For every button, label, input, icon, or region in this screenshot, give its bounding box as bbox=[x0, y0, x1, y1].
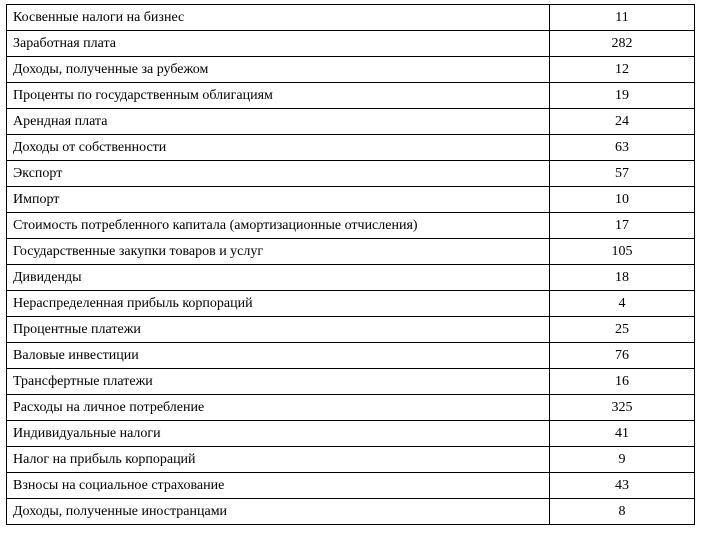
row-label: Доходы, полученные иностранцами bbox=[7, 499, 550, 525]
table-row bbox=[7, 31, 695, 57]
table-row bbox=[7, 161, 695, 187]
row-label: Доходы от собственности bbox=[7, 135, 550, 161]
row-label: Дивиденды bbox=[7, 265, 550, 291]
row-label: Нераспределенная прибыль корпораций bbox=[7, 291, 550, 317]
row-label: Арендная плата bbox=[7, 109, 550, 135]
table-row bbox=[7, 395, 695, 421]
table-row bbox=[7, 473, 695, 499]
row-value: 11 bbox=[550, 5, 695, 31]
row-label: Расходы на личное потребление bbox=[7, 395, 550, 421]
table-row bbox=[7, 447, 695, 473]
table-row bbox=[7, 135, 695, 161]
row-value: 43 bbox=[550, 473, 695, 499]
row-label: Импорт bbox=[7, 187, 550, 213]
table-row bbox=[7, 83, 695, 109]
table-row bbox=[7, 291, 695, 317]
table-row bbox=[7, 213, 695, 239]
row-value: 9 bbox=[550, 447, 695, 473]
row-value: 76 bbox=[550, 343, 695, 369]
row-value: 105 bbox=[550, 239, 695, 265]
row-label: Государственные закупки товаров и услуг bbox=[7, 239, 550, 265]
row-value: 24 bbox=[550, 109, 695, 135]
table-row bbox=[7, 239, 695, 265]
economic-indicators-table bbox=[6, 4, 695, 525]
table-row bbox=[7, 5, 695, 31]
row-value: 19 bbox=[550, 83, 695, 109]
row-label: Трансфертные платежи bbox=[7, 369, 550, 395]
row-value: 63 bbox=[550, 135, 695, 161]
row-value: 16 bbox=[550, 369, 695, 395]
table-row bbox=[7, 57, 695, 83]
table-row bbox=[7, 343, 695, 369]
table-row bbox=[7, 421, 695, 447]
table-row bbox=[7, 187, 695, 213]
row-label: Косвенные налоги на бизнес bbox=[7, 5, 550, 31]
row-value: 41 bbox=[550, 421, 695, 447]
row-label: Процентные платежи bbox=[7, 317, 550, 343]
row-value: 57 bbox=[550, 161, 695, 187]
row-value: 17 bbox=[550, 213, 695, 239]
row-value: 25 bbox=[550, 317, 695, 343]
row-label: Индивидуальные налоги bbox=[7, 421, 550, 447]
row-label: Налог на прибыль корпораций bbox=[7, 447, 550, 473]
table-row bbox=[7, 499, 695, 525]
table-row bbox=[7, 265, 695, 291]
row-value: 8 bbox=[550, 499, 695, 525]
row-value: 4 bbox=[550, 291, 695, 317]
table-row bbox=[7, 317, 695, 343]
row-label: Заработная плата bbox=[7, 31, 550, 57]
table-body bbox=[7, 5, 695, 525]
row-label: Проценты по государственным облигациям bbox=[7, 83, 550, 109]
row-label: Доходы, полученные за рубежом bbox=[7, 57, 550, 83]
row-value: 10 bbox=[550, 187, 695, 213]
table-row bbox=[7, 109, 695, 135]
row-value: 18 bbox=[550, 265, 695, 291]
row-label: Стоимость потребленного капитала (амортизационные отчисления) bbox=[7, 213, 550, 239]
row-label: Взносы на социальное страхование bbox=[7, 473, 550, 499]
table-row bbox=[7, 369, 695, 395]
row-value: 325 bbox=[550, 395, 695, 421]
row-label: Валовые инвестиции bbox=[7, 343, 550, 369]
row-label: Экспорт bbox=[7, 161, 550, 187]
row-value: 282 bbox=[550, 31, 695, 57]
row-value: 12 bbox=[550, 57, 695, 83]
